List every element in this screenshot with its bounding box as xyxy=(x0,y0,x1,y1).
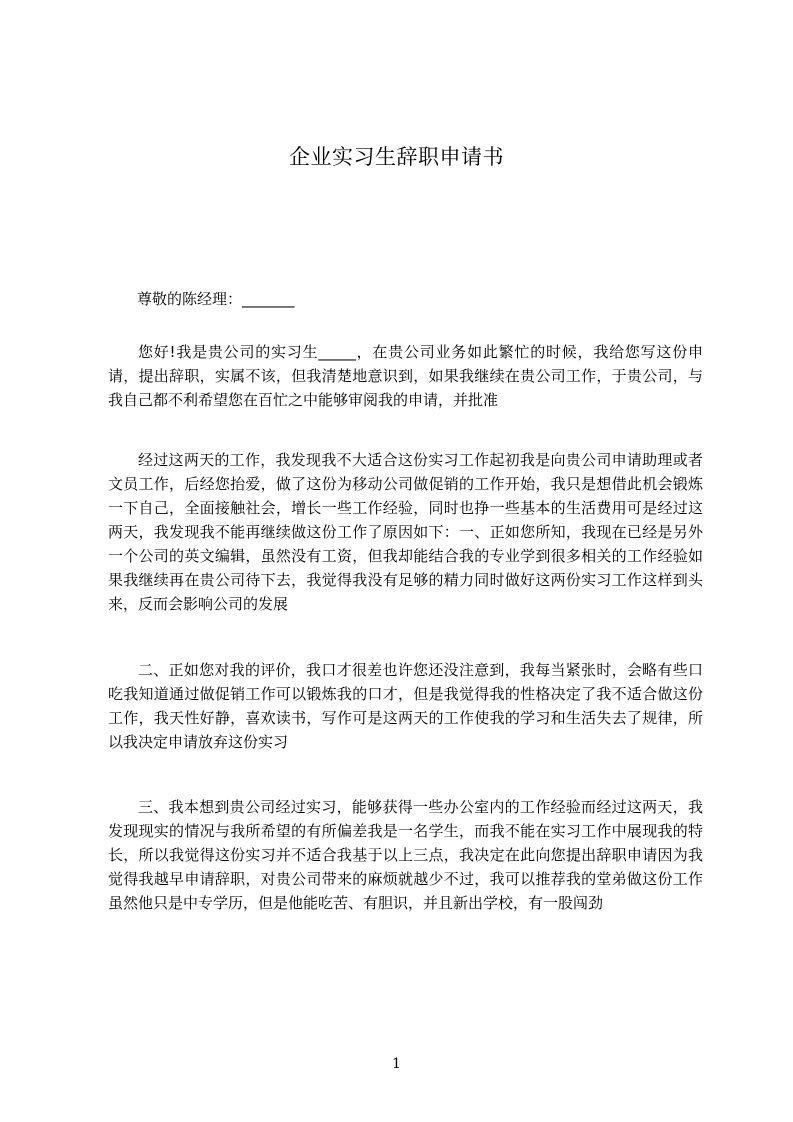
salutation: 尊敬的陈经理：_______ xyxy=(137,290,295,308)
paragraph-4: 三、我本想到贵公司经过实习，能够获得一些办公室内的工作经验而经过这两天，我发现现实的情况与我所希望的有所偏差我是一名学生，而我不能在实习工作中展现我的特长，所以我觉得这份实习并不适合我基于以上三点，我决定在此向您提出辞职申请因为我觉得我越早申请辞职，对贵公司带来的麻烦就越少不过，我可以推荐我的堂弟做这份工作虽然他只是中专学历，但是他能吃苦、有胆识，并且新出学校，有一股闯劲 xyxy=(108,798,703,912)
paragraph-2: 经过这两天的工作，我发现我不大适合这份实习工作起初我是向贵公司申请助理或者文员工作，后经您抬爱，做了这份为移动公司做促销的工作开始，我只是想借此机会锻炼一下自己，全面接触社会，增长一些工作经验，同时也挣一些基本的生活费用可是经过这两天，我发现我不能再继续做这份工作了原因如下：一、正如您所知，我现在已经是另外一个公司的英文编辑，虽然没有工资，但我却能结合我的专业学到很多相关的工作经验如果我继续再在贵公司待下去，我觉得我没有足够的精力同时做好这两份实习工作这样到头来，反而会影响公司的发展 xyxy=(108,451,703,613)
document-title: 企业实习生辞职申请书 xyxy=(289,145,504,169)
paragraph-3: 二、正如您对我的评价，我口才很差也许您还没注意到，我每当紧张时，会略有些口吃我知道通过做促销工作可以锻炼我的口才，但是我觉得我的性格决定了我不适合做这份工作，我天性好静，喜欢读书，写作可是这两天的工作使我的学习和生活失去了规律，所以我决定申请放弃这份实习 xyxy=(108,661,703,751)
page-number: 1 xyxy=(392,1056,401,1072)
paragraph-1: 您好!我是贵公司的实习生_____，在贵公司业务如此繁忙的时候，我给您写这份申请，提出辞职，实属不该，但我清楚地意识到，如果我继续在贵公司工作，于贵公司，与我自己都不利希望您在百忙之中能够审阅我的申请，并批准 xyxy=(108,343,703,409)
